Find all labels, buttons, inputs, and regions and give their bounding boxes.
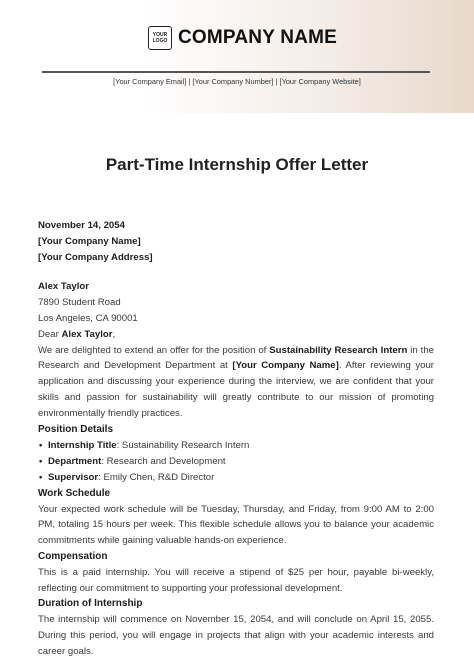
logo-line1: YOUR: [152, 32, 168, 38]
intro-text-1: We are delighted to extend an offer for the position of: [38, 344, 270, 356]
company-name: COMPANY NAME: [178, 27, 337, 48]
sender-company-name: [Your Company Name]: [38, 235, 141, 247]
salutation-prefix: Dear: [38, 328, 62, 340]
compensation-heading: Compensation: [38, 550, 108, 562]
list-item: [48, 454, 434, 470]
work-schedule-text: Your expected work schedule will be Tuesday, Thursday, and Friday, from 9:00 AM to 2:00 PM, totaling 15 hours per week. This flexible schedule allows you to balance your academic commitments while gaining valuable hands-on experience.: [38, 503, 434, 547]
work-schedule-heading: Work Schedule: [38, 487, 111, 499]
header-divider: [42, 71, 430, 73]
item-value: : Sustainability Research Intern: [116, 440, 250, 452]
list-item: [48, 438, 434, 454]
letter-date: November 14, 2054: [38, 220, 125, 231]
duration-text: The internship will commence on November 15, 2054, and will conclude on April 15, 2055. During this period, you will engage in projects that align with your academic interests and career goals.: [38, 614, 434, 657]
recipient-address-line1: 7890 Student Road: [38, 297, 121, 309]
salutation: [38, 327, 434, 343]
salutation-suffix: ,: [112, 328, 116, 340]
item-value: : Research and Development: [101, 456, 226, 468]
intro-text-3: . After reviewing your application and discussing your experience during the interview, we are confident that your skills and passion for sustainability will greatly contribute to our mission of promoting environmentally friendly practices.: [38, 360, 434, 419]
compensation-text: This is a paid internship. You will receive a stipend of $25 per hour, payable bi-weekly, reflecting our commitment to supporting your professional development.: [38, 566, 434, 594]
position-details-heading: Position Details: [38, 423, 114, 435]
company-logo: [148, 26, 172, 50]
position-details-list: [38, 438, 434, 485]
duration-heading: Duration of Internship: [38, 598, 143, 610]
intro-text-2: in the Research and Development Department at: [38, 344, 434, 372]
intro-position: Sustainability Research Intern: [269, 344, 408, 356]
recipient-address-line2: Los Angeles, CA 90001: [38, 312, 138, 324]
intro-company: [Your Company Name]: [232, 360, 339, 372]
document-title: Part-Time Internship Offer Letter: [105, 155, 369, 174]
salutation-name: Alex Taylor: [61, 328, 113, 340]
letter-body: [38, 218, 434, 660]
list-item: [48, 470, 434, 486]
item-label: Internship Title: [48, 440, 117, 452]
sender-company-address: [Your Company Address]: [38, 251, 153, 263]
intro-paragraph: [38, 343, 434, 422]
item-value: : Emily Chen, R&D Director: [98, 471, 215, 483]
item-label: Department: [48, 456, 102, 468]
recipient-name: Alex Taylor: [38, 281, 90, 293]
logo-line2: LOGO: [152, 38, 168, 44]
item-label: Supervisor: [48, 471, 99, 483]
company-contact-line: [Your Company Email] | [Your Company Number] | [Your Company Website]: [113, 77, 361, 86]
letterhead: [0, 0, 474, 113]
